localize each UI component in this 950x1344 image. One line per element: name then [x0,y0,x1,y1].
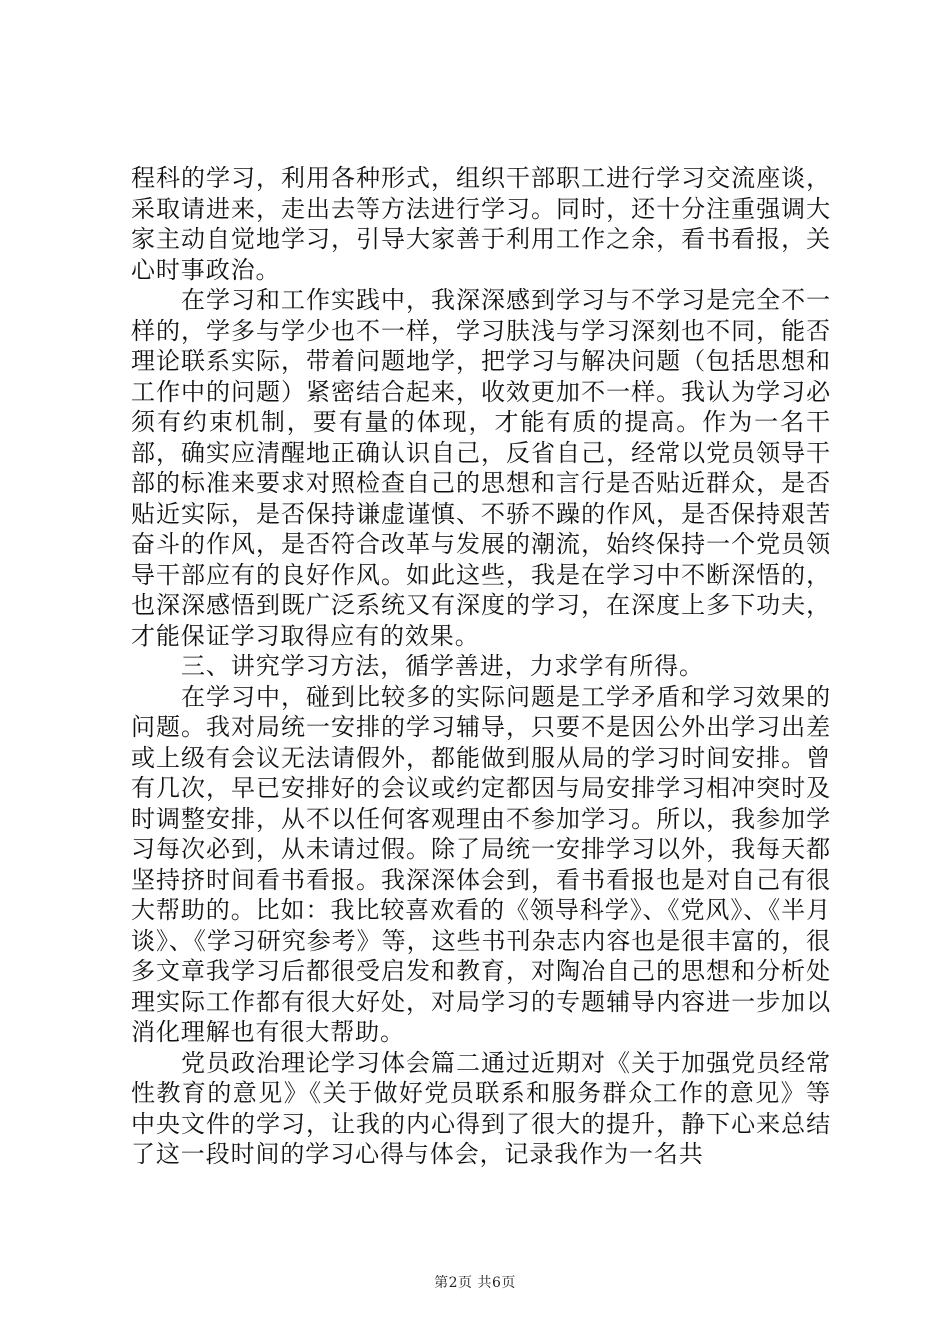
document-body [131,163,831,1170]
page-number-footer: 第2页 共6页 [434,1275,516,1291]
paragraph-5: 党员政治理论学习体会篇二通过近期对《关于加强党员经常性教育的意见》《关于做好党员联系和服务群众工作的意见》等中央文件的学习，让我的内心得到了很大的提升，静下心来总结了这一段时间的学习心得与体会，记录我作为一名共 [131,1048,831,1168]
paragraph-2: 在学习和工作实践中，我深深感到学习与不学习是完全不一样的，学多与学少也不一样，学习肤浅与学习深刻也不同，能否理论联系实际，带着问题地学，把学习与解决问题（包括思想和工作中的问题）紧密结合起来，收效更加不一样。我认为学习必须有约束机制，要有量的体现，才能有质的提高。作为一名干部，确实应清醒地正确认识自己，反省自己，经常以党员领导干部的标准来要求对照检查自己的思想和言行是否贴近群众，是否贴近实际，是否保持谦虚谨慎、不骄不躁的作风，是否保持艰苦奋斗的作风，是否符合改革与发展的潮流，始终保持一个党员领导干部应有的良好作风。如此这些，我是在学习中不断深悟的，也深深感悟到既广泛系统又有深度的学习，在深度上多下功夫，才能保证学习取得应有的效果。 [131,286,831,650]
paragraph-1: 程科的学习，利用各种形式，组织干部职工进行学习交流座谈，采取请进来，走出去等方法进行学习。同时，还十分注重强调大家主动自觉地学习，引导大家善于利用工作之余，看书看报，关心时事政治。 [131,164,831,284]
section-heading-3: 三、讲究学习方法，循学善进，力求学有所得。 [181,652,704,680]
paragraph-4: 在学习中，碰到比较多的实际问题是工学矛盾和学习效果的问题。我对局统一安排的学习辅导，只要不是因公外出学习出差或上级有会议无法请假外，都能做到服从局的学习时间安排。曾有几次，早已安排好的会议或约定都因与局安排学习相冲突时及时调整安排，从不以任何客观理由不参加学习。所以，我参加学习每次必到，从未请过假。除了局统一安排学习以外，我每天都坚持挤时间看书看报。我深深体会到，看书看报也是对自己有很大帮助的。比如：我比较喜欢看的《领导科学》、《党风》、《半月谈》、《学习研究参考》等，这些书刊杂志内容也是很丰富的，很多文章我学习后都很受启发和教育，对陶冶自己的思想和分析处理实际工作都有很大好处，对局学习的专题辅导内容进一步加以消化理解也有很大帮助。 [131,682,831,1046]
